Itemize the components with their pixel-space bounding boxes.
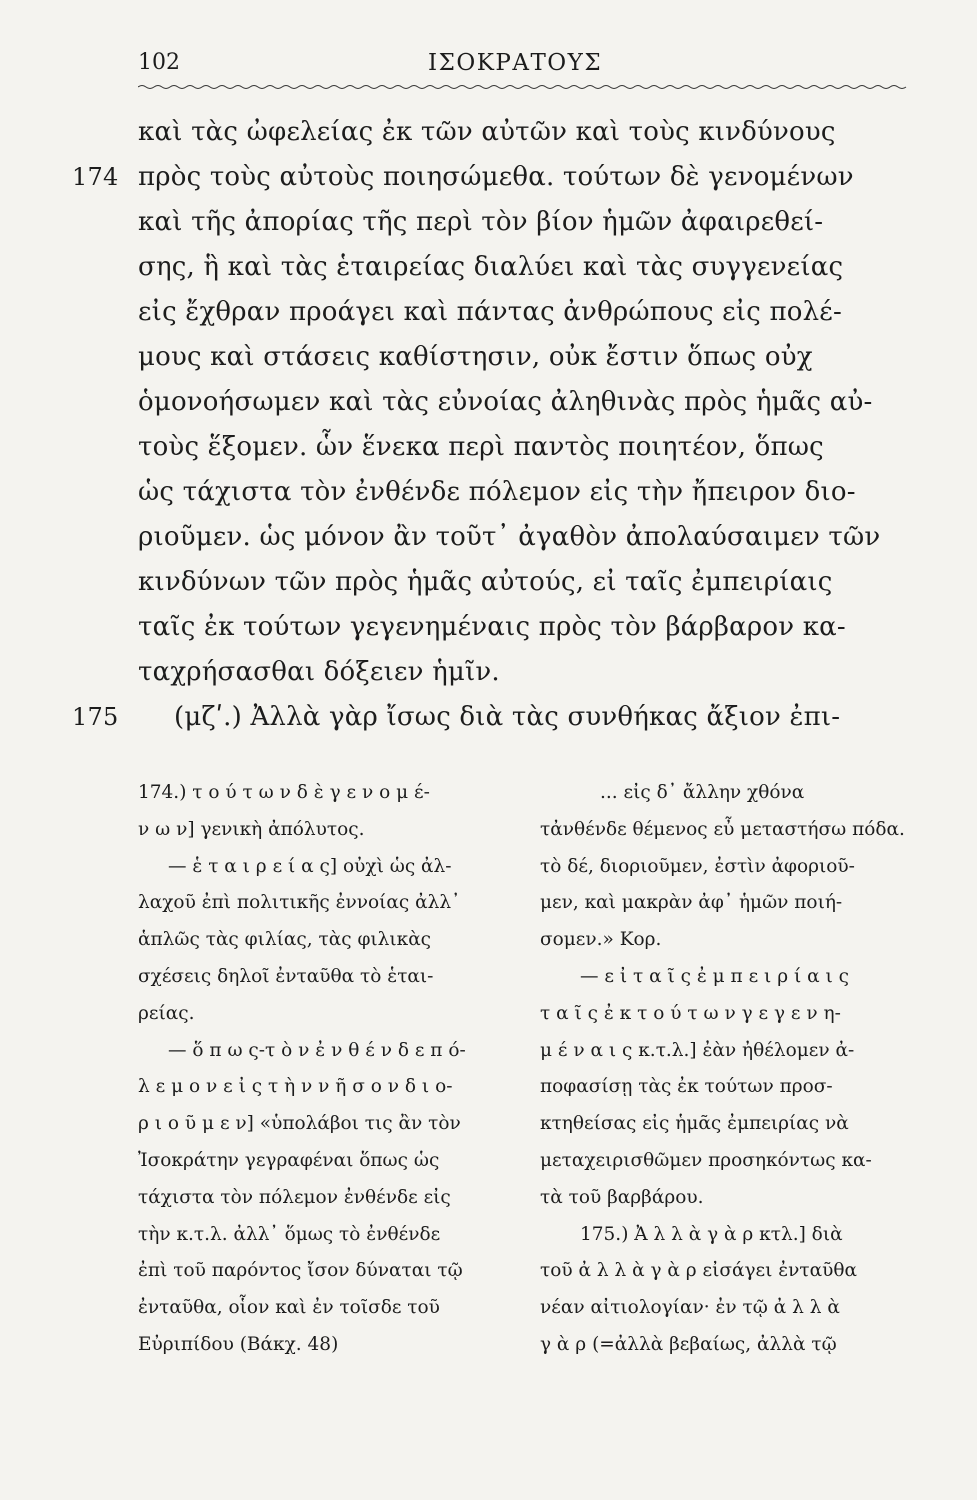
- text-line: [138, 110, 913, 155]
- note-line: σομεν.» Κορ.: [540, 929, 662, 951]
- note-line: γ ὰ ρ (=ἀλλὰ βεβαίως, ἀλλὰ τῷ: [540, 1333, 837, 1355]
- note-line: ἐπὶ τοῦ παρόντος ἴσον δύναται τῷ: [138, 1260, 463, 1282]
- note-line: 175.) Ἀ λ λ ὰ γ ὰ ρ κτλ.] διὰ: [580, 1223, 843, 1245]
- text-line: [138, 380, 913, 425]
- note-line: ποφασίσῃ τὰς ἐκ τούτων προσ-: [540, 1076, 833, 1098]
- note-line: τοῦ ἀ λ λ ὰ γ ὰ ρ εἰσάγει ἐνταῦθα: [540, 1260, 858, 1282]
- line-text: καὶ τὰς ὠφελείας ἐκ τῶν αὐτῶν καὶ τοὺς κινδύνους: [138, 117, 836, 147]
- running-title: ΙΣΟΚΡΑΤΟΥΣ: [428, 50, 603, 76]
- text-line: [138, 650, 913, 695]
- main-text: [72, 110, 913, 740]
- note-line: τἀνθένδε θέμενος εὖ μεταστήσω πόδα.: [540, 818, 905, 840]
- line-text: εἰς ἔχθραν προάγει καὶ πάντας ἀνθρώπους εἰς πολέ-: [138, 297, 842, 327]
- section-number: 174: [72, 163, 119, 191]
- header-rule: [138, 84, 908, 90]
- note-line: τ α ῖ ς ἐ κ τ ο ύ τ ω ν γ ε γ ε ν η-: [540, 1002, 841, 1024]
- note-line: ... εἰς δ᾽ ἄλλην χθόνα: [600, 782, 805, 803]
- text-line: [138, 605, 913, 650]
- note-line: σχέσεις δηλοῖ ἐνταῦθα τὸ ἑται-: [138, 965, 434, 987]
- line-text: ταχρήσασθαι δόξειεν ἡμῖν.: [138, 657, 500, 687]
- page-number: 102: [138, 50, 180, 75]
- text-line: [72, 155, 913, 200]
- line-text: ριοῦμεν. ὡς μόνον ἂν τοῦτ᾽ ἀγαθὸν ἀπολαύσαιμεν τῶν: [138, 522, 881, 552]
- text-line: [138, 470, 913, 515]
- note-line: λαχοῦ ἐπὶ πολιτικῆς ἐννοίας ἀλλ᾽: [138, 892, 461, 914]
- line-text: μους καὶ στάσεις καθίστησιν, οὐκ ἔστιν ὅπως οὐχ: [138, 342, 813, 372]
- note-line: νέαν αἰτιολογίαν· ἐν τῷ ἀ λ λ ὰ: [540, 1297, 840, 1319]
- line-text: ὡς τάχιστα τὸν ἐνθένδε πόλεμον εἰς τὴν ἤπειρον διο-: [138, 477, 856, 507]
- note-line: ν ω ν] γενικὴ ἀπόλυτος.: [138, 818, 365, 840]
- note-line: — ε ἰ τ α ῖ ς ἐ μ π ε ι ρ ί α ι ς: [580, 965, 849, 987]
- note-line: κτηθείσας εἰς ἡμᾶς ἐμπειρίας νὰ: [540, 1113, 849, 1135]
- text-line: [138, 290, 913, 335]
- note-line: ρ ι ο ῦ μ ε ν] «ὑπολάβοι τις ἂν τὸν: [138, 1113, 461, 1135]
- line-text: σης, ἣ καὶ τὰς ἑταιρείας διαλύει καὶ τὰς συγγενείας: [138, 252, 844, 282]
- line-text: καὶ τῆς ἀπορίας τῆς περὶ τὸν βίον ἡμῶν ἀφαιρεθεί-: [138, 207, 824, 237]
- text-line: [138, 560, 913, 605]
- note-line: Εὐριπίδου (Βάκχ. 48): [138, 1333, 339, 1355]
- note-line: μ έ ν α ι ς κ.τ.λ.] ἐὰν ἠθέλομεν ἀ-: [540, 1039, 855, 1061]
- section-number: 175: [72, 703, 119, 731]
- note-line: ἁπλῶς τὰς φιλίας, τὰς φιλικὰς: [138, 929, 432, 951]
- line-text: ταῖς ἐκ τούτων γεγενημέναις πρὸς τὸν βάρβαρον κα-: [138, 612, 846, 642]
- notes-left-column: [138, 775, 518, 1364]
- note-line: μεταχειρισθῶμεν προσηκόντως κα-: [540, 1149, 872, 1171]
- note-line: 174.) τ ο ύ τ ω ν δ ὲ γ ε ν ο μ έ-: [138, 782, 430, 803]
- line-text: (μζʹ.) Ἀλλὰ γὰρ ἴσως διὰ τὰς συνθήκας ἄξιον ἐπι-: [174, 702, 841, 732]
- note-line: — ἑ τ α ι ρ ε ί α ς] οὐχὶ ὡς ἀλ-: [168, 855, 452, 877]
- line-text: ὁμονοήσωμεν καὶ τὰς εὐνοίας ἀληθινὰς πρὸς ἡμᾶς αὐ-: [138, 387, 873, 417]
- running-head: [138, 50, 908, 90]
- line-text: κινδύνων τῶν πρὸς ἡμᾶς αὐτούς, εἰ ταῖς ἐμπειρίαις: [138, 567, 833, 597]
- note-line: τὰ τοῦ βαρβάρου.: [540, 1186, 704, 1208]
- text-line: [138, 425, 913, 470]
- text-line: [72, 695, 913, 740]
- note-line: Ἰσοκράτην γεγραφέναι ὅπως ὡς: [138, 1149, 440, 1171]
- text-line: [138, 245, 913, 290]
- line-text: τοὺς ἕξομεν. ὧν ἕνεκα περὶ παντὸς ποιητέον, ὅπως: [138, 432, 824, 462]
- note-line: μεν, καὶ μακρὰν ἀφ᾽ ἡμῶν ποιή-: [540, 892, 843, 914]
- note-line: τὴν κ.τ.λ. ἀλλ᾽ ὅμως τὸ ἐνθένδε: [138, 1223, 441, 1245]
- text-line: [138, 200, 913, 245]
- text-line: [138, 515, 913, 560]
- note-line: λ ε μ ο ν ε ἰ ς τ ὴ ν ν ῆ σ ο ν δ ι ο-: [138, 1076, 453, 1098]
- note-line: — ὅ π ω ς-τ ὸ ν ἐ ν θ έ ν δ ε π ό-: [168, 1039, 466, 1061]
- line-text: πρὸς τοὺς αὐτοὺς ποιησώμεθα. τούτων δὲ γενομένων: [138, 162, 854, 192]
- note-line: ρείας.: [138, 1002, 195, 1024]
- text-line: [138, 335, 913, 380]
- note-line: τὸ δέ, διοριοῦμεν, ἐστὶν ἀφοριοῦ-: [540, 855, 855, 877]
- note-line: ἐνταῦθα, οἷον καὶ ἐν τοῖσδε τοῦ: [138, 1297, 440, 1319]
- note-line: τάχιστα τὸν πόλεμον ἐνθένδε εἰς: [138, 1186, 451, 1208]
- notes-right-column: [540, 775, 920, 1364]
